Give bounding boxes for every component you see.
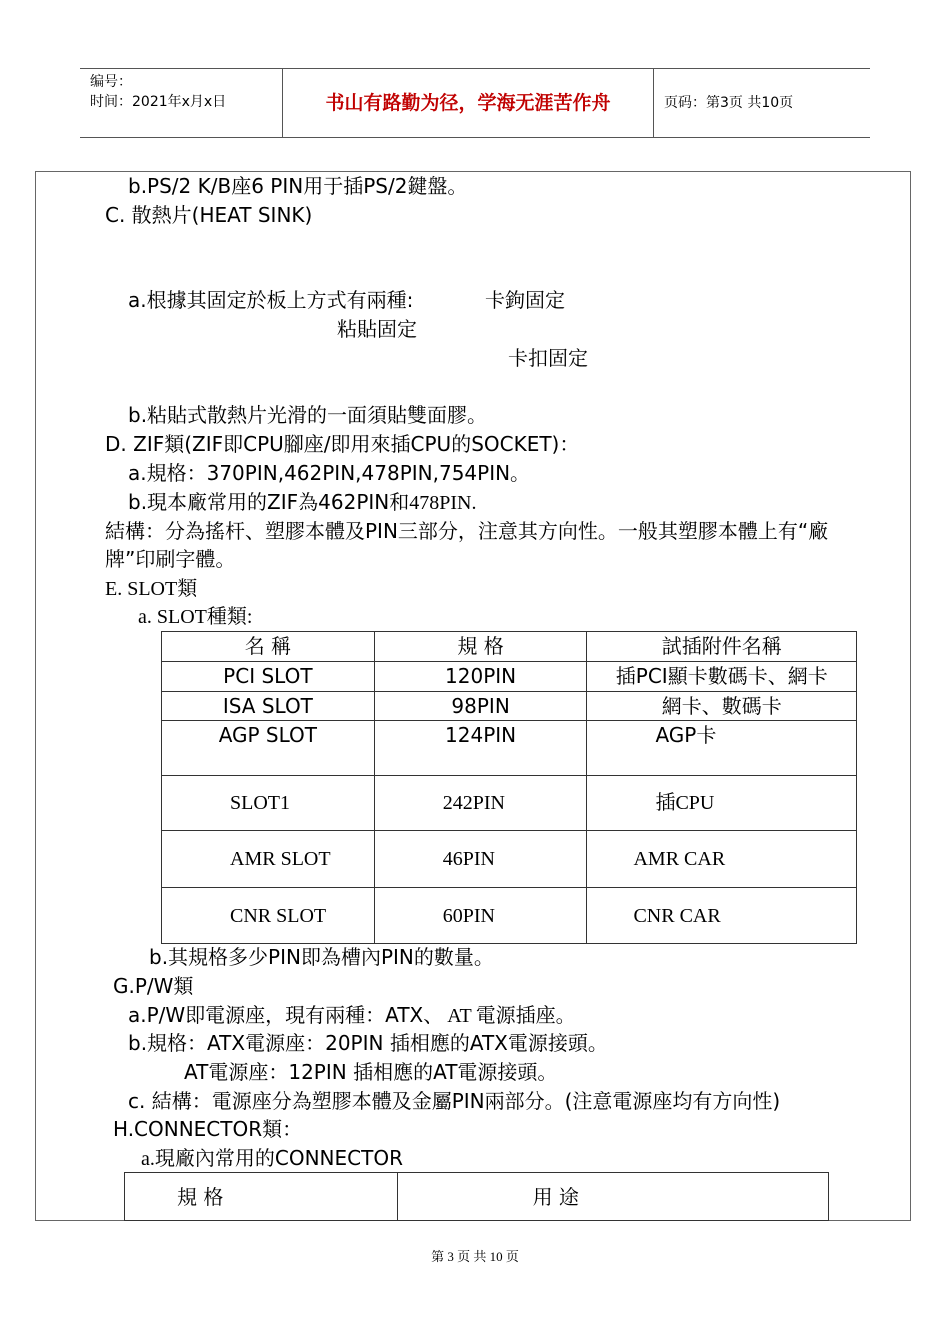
table-header-cell: 用 途 — [397, 1173, 828, 1221]
table-header-cell: 試插附件名稱 — [587, 632, 857, 662]
page-header — [80, 68, 870, 138]
heading-connector: H.CONNECTOR類： — [113, 1117, 303, 1141]
line-ps2: b.PS/2 K/B座6 PIN用于插PS/2鍵盤。 — [128, 174, 468, 198]
line-connector-common-a: a. — [141, 1148, 155, 1170]
table-cell: AGP SLOT — [162, 721, 375, 776]
table-cell: 242PIN — [374, 776, 587, 831]
connector-table — [124, 1172, 829, 1221]
table-cell: AGP卡 — [587, 721, 857, 776]
table-cell: 98PIN — [374, 692, 587, 721]
table-cell: 插CPU — [587, 776, 857, 831]
line-method-clip: 卡扣固定 — [508, 346, 588, 370]
line-slot-pin-count: b.其規格多少PIN即為槽內PIN的數量。 — [149, 945, 494, 969]
table-cell: CNR SLOT — [162, 888, 375, 944]
table-cell: CNR CAR — [587, 888, 857, 944]
slot-table — [161, 631, 857, 944]
line-zif-common-text: b.現本廠常用的ZIF為462PIN和 — [128, 490, 410, 514]
line-pw-types-c: 電源插座。 — [475, 1003, 576, 1027]
table-cell: 插PCI顯卡數碼卡、網卡 — [587, 662, 857, 692]
header-page-label: 页码：第3页 共10页 — [664, 95, 794, 111]
table-row — [162, 721, 857, 776]
header-time-label: 时间：2021年x月x日 — [90, 94, 227, 110]
header-number-label: 编号： — [90, 74, 132, 90]
table-header-cell: 名 稱 — [162, 632, 375, 662]
line-zif-common — [128, 490, 476, 515]
header-motto: 书山有路勤为径，学海无涯苦作舟 — [282, 69, 654, 137]
line-zif-structure: 結構：分為搖杆、塑膠本體及PIN三部分，注意其方向性。一般其塑膠本體上有“廠 — [105, 519, 829, 543]
line-zif-common-serif: 478PIN. — [409, 492, 477, 514]
heading-zif: D. ZIF類(ZIF即CPU腳座/即用來插CPU的SOCKET)： — [105, 432, 580, 456]
line-slot-types: a. SLOT種類: — [138, 606, 253, 628]
line-zif-structure-cont: 牌”印刷字體。 — [105, 547, 236, 571]
table-cell: 網卡、數碼卡 — [587, 692, 857, 721]
line-pw-types-a: a.P/W即電源座，現有兩種：ATX、 — [128, 1003, 444, 1027]
table-row — [162, 831, 857, 888]
table-header-cell: 規 格 — [374, 632, 587, 662]
line-heat-sink-methods: a.根據其固定於板上方式有兩種: — [128, 288, 414, 312]
line-pw-structure: c. 結構：電源座分為塑膠本體及金屬PIN兩部分。(注意電源座均有方向性) — [128, 1089, 781, 1113]
heading-pw: G.P/W類 — [113, 974, 194, 998]
table-row — [162, 776, 857, 831]
table-row — [162, 692, 857, 721]
line-method-hook: 卡鉤固定 — [485, 288, 565, 312]
line-connector-common-b: 現廠內常用的CONNECTOR — [154, 1146, 403, 1170]
heading-heat-sink: C. 散熱片(HEAT SINK) — [105, 203, 313, 227]
line-pw-types-b: AT — [447, 1005, 472, 1027]
header-meta — [80, 69, 282, 137]
table-row — [162, 888, 857, 944]
table-cell: AMR SLOT — [162, 831, 375, 888]
table-header-row — [125, 1173, 829, 1221]
table-cell: 124PIN — [374, 721, 587, 776]
line-method-paste: 粘貼固定 — [337, 317, 417, 341]
line-pw-types — [128, 1003, 576, 1028]
line-connector-common — [141, 1146, 403, 1171]
table-cell: ISA SLOT — [162, 692, 375, 721]
table-row — [162, 662, 857, 692]
table-cell: 46PIN — [374, 831, 587, 888]
table-cell: AMR CAR — [587, 831, 857, 888]
line-paste-tape: b.粘貼式散熱片光滑的一面須貼雙面膠。 — [128, 403, 488, 427]
line-pw-spec-at: AT電源座：12PIN 插相應的AT電源接頭。 — [184, 1060, 558, 1084]
page-footer: 第 3 页 共 10 页 — [431, 1249, 519, 1264]
line-zif-spec: a.規格：370PIN,462PIN,478PIN,754PIN。 — [128, 461, 531, 485]
table-header-row — [162, 632, 857, 662]
table-cell: 120PIN — [374, 662, 587, 692]
table-header-cell: 規 格 — [125, 1173, 398, 1221]
line-pw-spec-atx: b.規格：ATX電源座：20PIN 插相應的ATX電源接頭。 — [128, 1031, 608, 1055]
table-cell: SLOT1 — [162, 776, 375, 831]
heading-slot: E. SLOT類 — [105, 578, 198, 600]
table-cell: PCI SLOT — [162, 662, 375, 692]
table-cell: 60PIN — [374, 888, 587, 944]
